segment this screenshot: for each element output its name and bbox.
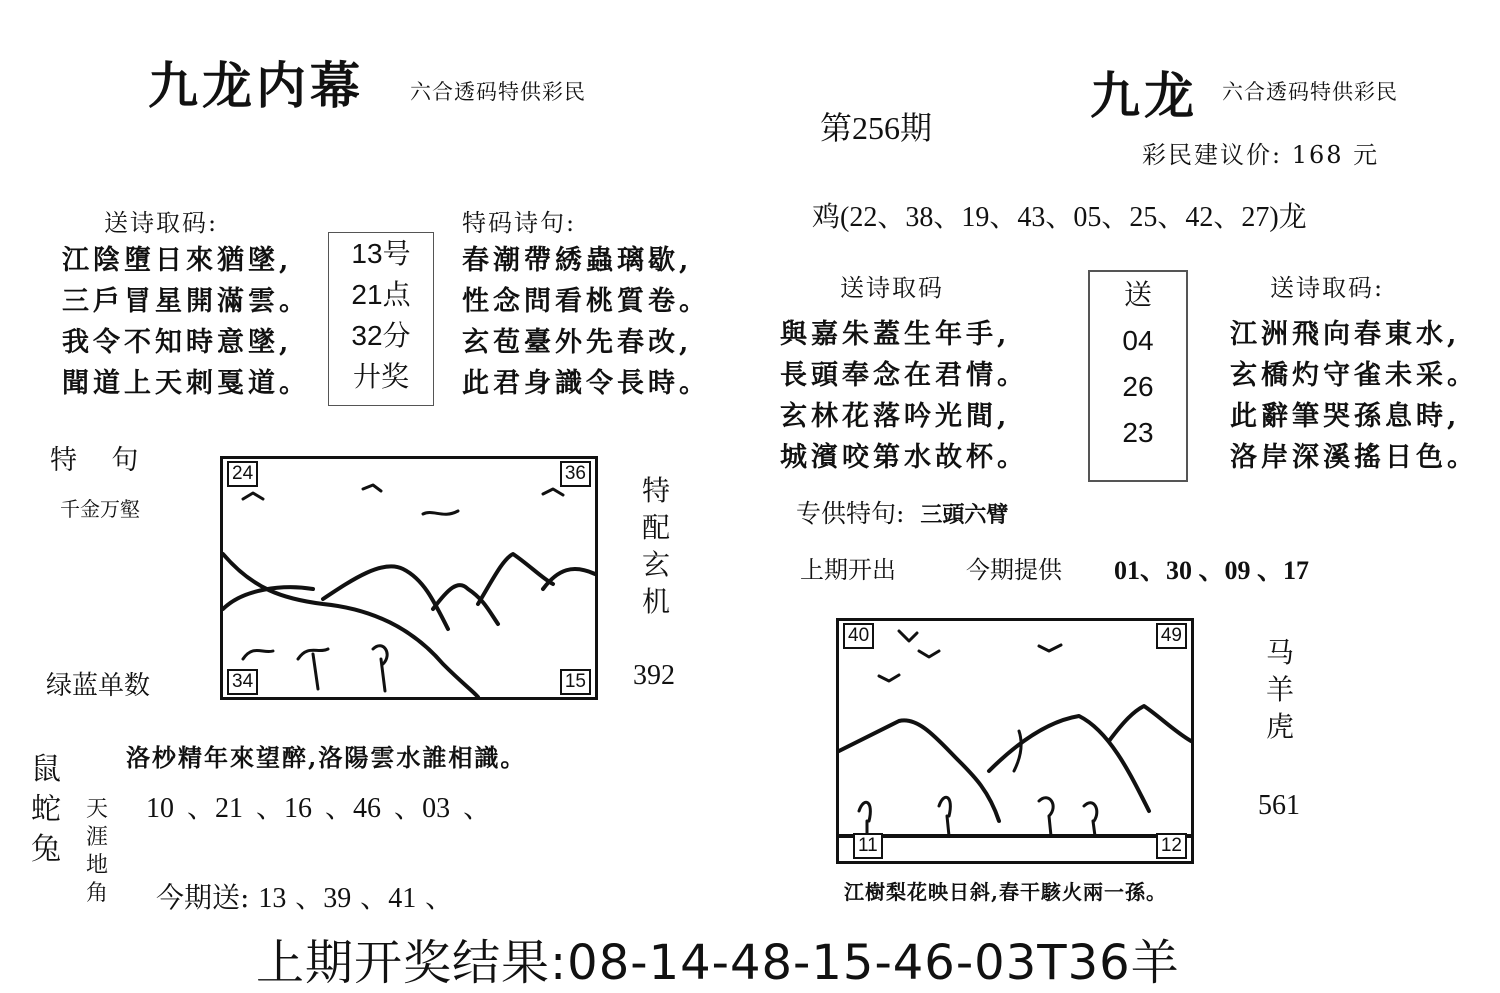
issue-number: 第256期 bbox=[820, 110, 933, 146]
vertical-char: 兔 bbox=[31, 832, 61, 867]
vertical-char: 马 bbox=[1265, 636, 1294, 669]
animals-vertical bbox=[28, 750, 64, 870]
provide-label: 今期提供 bbox=[966, 556, 1062, 584]
right-title: 九龙 bbox=[1090, 66, 1198, 125]
vertical-char: 玄 bbox=[641, 548, 670, 581]
jinqi-row: 今期送: 13 、39 、41 、 bbox=[156, 881, 454, 914]
pic-number-top-right: 49 bbox=[1156, 623, 1187, 649]
vertical-char: 涯 bbox=[85, 825, 108, 850]
left-landscape-picture bbox=[220, 456, 598, 700]
last-label: 上期开出 bbox=[800, 556, 896, 584]
poem-line: 江洲飛向春東水, bbox=[1230, 319, 1461, 350]
vertical-char: 天 bbox=[85, 797, 108, 822]
right-poem-bottom: 江樹梨花映日斜,春干駭火兩一孫。 bbox=[844, 880, 1167, 904]
right-poem1-head: 送诗取码 bbox=[840, 274, 944, 302]
number: 46 bbox=[353, 793, 382, 824]
left-title: 九龙内幕 bbox=[148, 56, 364, 115]
box-item: 13号 bbox=[351, 238, 411, 269]
number: 39 bbox=[323, 883, 352, 914]
left-subtitle: 六合透码特供彩民 bbox=[410, 80, 586, 104]
right-poem2 bbox=[1230, 314, 1478, 478]
pic-number-bottom-right: 12 bbox=[1156, 833, 1187, 859]
jinqi-label: 今期送: bbox=[156, 881, 250, 914]
vertical-char: 蛇 bbox=[31, 792, 61, 827]
poem-line: 我令不知時意墜, bbox=[62, 327, 293, 358]
poem-line: 此君身識令長時。 bbox=[462, 368, 710, 399]
vertical-char: 鼠 bbox=[31, 752, 61, 787]
right-number-box bbox=[1088, 270, 1188, 482]
left-poem bbox=[62, 240, 310, 404]
price: 彩民建议价: 168 元 bbox=[1142, 141, 1380, 169]
landscape-drawing bbox=[839, 621, 1191, 861]
pic-number-bottom-right: 15 bbox=[560, 669, 591, 695]
vertical-char: 特 bbox=[641, 474, 670, 507]
box-item: 26 bbox=[1122, 371, 1154, 402]
poem-line: 性念問看桃質卷。 bbox=[462, 286, 710, 317]
number: 10 bbox=[146, 793, 174, 824]
right-subtitle: 六合透码特供彩民 bbox=[1222, 80, 1398, 104]
tejv-text: 千金万壑 bbox=[60, 497, 140, 521]
provide-numbers: 01、30 、09 、17 bbox=[1114, 556, 1310, 585]
right-side-vertical bbox=[1262, 634, 1298, 745]
vertical-char: 角 bbox=[85, 881, 108, 906]
last-draw-result: 上期开奖结果:08-14-48-15-46-03T36羊 bbox=[256, 935, 1180, 991]
left-special-poem bbox=[462, 240, 710, 404]
right-landscape-picture bbox=[836, 618, 1194, 864]
box-item: 21点 bbox=[351, 279, 411, 310]
poem-line: 江陰墮日來猶墜, bbox=[62, 245, 293, 276]
left-numbers-row: 10 、21 、16 、46 、03 、 bbox=[146, 793, 492, 824]
poem-line: 洛岸深溪搖日色。 bbox=[1230, 442, 1478, 473]
poem-line: 聞道上天刺戛道。 bbox=[62, 368, 310, 399]
vertical-char: 地 bbox=[85, 853, 108, 878]
special-row bbox=[796, 494, 1008, 530]
poem-line: 城濱咬第水故杯。 bbox=[780, 442, 1028, 473]
pic-number-bottom-left: 11 bbox=[853, 833, 883, 859]
left-side-vertical bbox=[638, 472, 674, 620]
left-poem-head: 送诗取码: bbox=[104, 209, 219, 237]
box-item: 04 bbox=[1122, 325, 1154, 356]
special-label: 专供特句: bbox=[796, 499, 905, 528]
box-item: 送 bbox=[1123, 278, 1152, 311]
pic-number-top-left: 40 bbox=[843, 623, 874, 649]
left-number-box bbox=[328, 232, 434, 406]
box-item: 32分 bbox=[351, 320, 411, 351]
poem-line: 玄林花落吟光間, bbox=[780, 401, 1011, 432]
vertical-char: 机 bbox=[641, 585, 670, 618]
vertical-char: 配 bbox=[641, 511, 670, 544]
poem-line: 此辭筆哭孫息時, bbox=[1230, 401, 1461, 432]
poem-line: 春潮帶綉蟲璃歇, bbox=[462, 245, 693, 276]
left-special-head: 特码诗句: bbox=[462, 209, 577, 237]
special-text: 三頭六臂 bbox=[920, 502, 1009, 528]
right-poem1 bbox=[780, 314, 1028, 478]
poem-line: 玄苞臺外先春改, bbox=[462, 327, 693, 358]
pic-number-top-left: 24 bbox=[227, 461, 258, 487]
vertical-char: 羊 bbox=[1265, 673, 1294, 706]
box-item: 廾奖 bbox=[352, 361, 409, 392]
poem-line: 與嘉朱蓋生年手, bbox=[780, 319, 1011, 350]
poem-line: 長頭奉念在君情。 bbox=[780, 360, 1028, 391]
poem-line: 三戶冒星開滿雲。 bbox=[62, 286, 310, 317]
number: 03 bbox=[422, 793, 451, 824]
left-poem-bottom: 洛杪精年來望醉,洛陽雲水誰相識。 bbox=[126, 743, 527, 772]
right-poem2-head: 送诗取码: bbox=[1270, 274, 1385, 302]
ji-long-line: 鸡(22、38、19、43、05、25、42、27)龙 bbox=[812, 202, 1307, 233]
left-side-number: 392 bbox=[633, 660, 675, 691]
number: 16 bbox=[284, 793, 313, 824]
pic-number-top-right: 36 bbox=[560, 461, 591, 487]
color-label: 绿蓝单数 bbox=[46, 671, 151, 701]
tianya-vertical bbox=[84, 796, 110, 908]
landscape-drawing bbox=[223, 459, 595, 697]
tejv-label: 特 句 bbox=[50, 445, 139, 476]
pic-number-bottom-left: 34 bbox=[227, 669, 258, 695]
poem-line: 玄橋灼守雀未采。 bbox=[1230, 360, 1478, 391]
vertical-char: 虎 bbox=[1265, 710, 1294, 743]
right-side-number: 561 bbox=[1258, 790, 1300, 821]
number: 13 bbox=[258, 883, 287, 914]
number: 41 bbox=[388, 883, 417, 914]
box-item: 23 bbox=[1122, 417, 1154, 448]
number: 21 bbox=[215, 793, 244, 824]
